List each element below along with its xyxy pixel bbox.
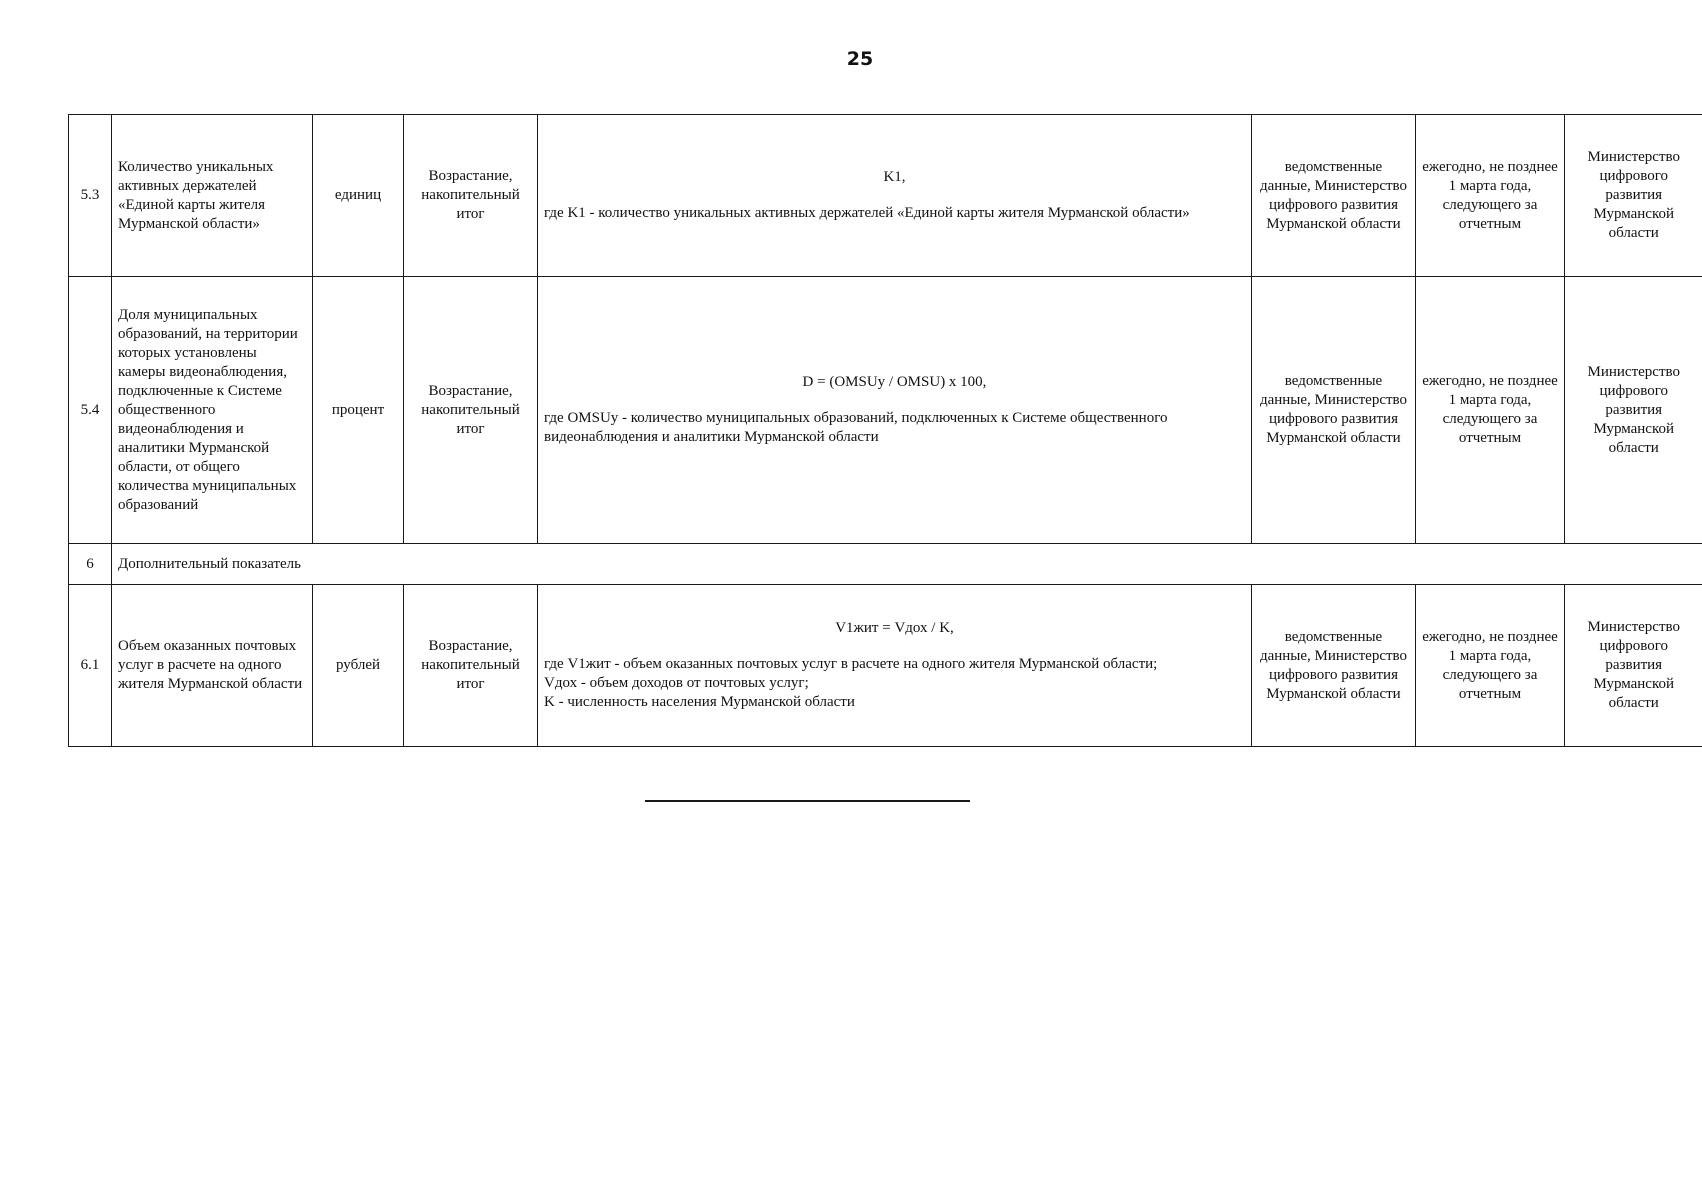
row-number: 5.4 bbox=[69, 277, 112, 544]
indicator-name: Количество уникальных активных держателей «Единой карты жителя Мурманской области» bbox=[112, 115, 313, 277]
responsible-body: Министерство цифрового развития Мурманской области bbox=[1565, 277, 1702, 544]
formula-explanation: где V1жит - объем оказанных почтовых услуг в расчете на одного жителя Мурманской области; bbox=[544, 656, 1158, 672]
formula-explanation: где OMSUy - количество муниципальных образований, подключенных к Системе общественного видеонаблюдения и аналитики Мурманской области bbox=[544, 410, 1168, 445]
formula: V1жит = Vдох / K, bbox=[835, 620, 954, 636]
formula-explanation: Vдох - объем доходов от почтовых услуг; bbox=[544, 675, 809, 691]
table-row bbox=[69, 115, 1702, 277]
unit-of-measure: рублей bbox=[313, 585, 404, 747]
formula: K1, bbox=[883, 169, 906, 185]
section-row bbox=[69, 544, 1702, 585]
trend: Возрастание, накопительный итог bbox=[404, 115, 538, 277]
data-source: ведомственные данные, Министерство цифрового развития Мурманской области bbox=[1252, 115, 1416, 277]
formula-explanation: K - численность населения Мурманской области bbox=[544, 694, 855, 710]
deadline: ежегодно, не позднее 1 марта года, следующего за отчетным bbox=[1416, 585, 1565, 747]
deadline: ежегодно, не позднее 1 марта года, следующего за отчетным bbox=[1416, 115, 1565, 277]
indicator-name: Доля муниципальных образований, на территории которых установлены камеры видеонаблюдения, подключенные к Системе общественного видеонаблюдения и аналитики Мурманской области, от общего количества муниципальных образований bbox=[112, 277, 313, 544]
trend: Возрастание, накопительный итог bbox=[404, 585, 538, 747]
deadline: ежегодно, не позднее 1 марта года, следующего за отчетным bbox=[1416, 277, 1565, 544]
responsible-body: Министерство цифрового развития Мурманской области bbox=[1565, 585, 1702, 747]
table-row bbox=[69, 585, 1702, 747]
row-number: 6.1 bbox=[69, 585, 112, 747]
formula: D = (OMSUy / OMSU) x 100, bbox=[802, 374, 987, 390]
indicator-name: Объем оказанных почтовых услуг в расчете на одного жителя Мурманской области bbox=[112, 585, 313, 747]
footer-divider bbox=[645, 800, 970, 802]
calculation-method bbox=[538, 115, 1252, 277]
row-number: 5.3 bbox=[69, 115, 112, 277]
unit-of-measure: единиц bbox=[313, 115, 404, 277]
page-number: 25 bbox=[846, 48, 874, 70]
formula-explanation: где K1 - количество уникальных активных держателей «Единой карты жителя Мурманской области» bbox=[544, 205, 1190, 221]
section-number: 6 bbox=[69, 544, 112, 585]
calculation-method bbox=[538, 277, 1252, 544]
indicators-table bbox=[68, 114, 1702, 747]
data-source: ведомственные данные, Министерство цифрового развития Мурманской области bbox=[1252, 277, 1416, 544]
calculation-method bbox=[538, 585, 1252, 747]
trend: Возрастание, накопительный итог bbox=[404, 277, 538, 544]
unit-of-measure: процент bbox=[313, 277, 404, 544]
responsible-body: Министерство цифрового развития Мурманской области bbox=[1565, 115, 1702, 277]
table-row bbox=[69, 277, 1702, 544]
data-source: ведомственные данные, Министерство цифрового развития Мурманской области bbox=[1252, 585, 1416, 747]
section-label: Дополнительный показатель bbox=[112, 544, 1702, 585]
